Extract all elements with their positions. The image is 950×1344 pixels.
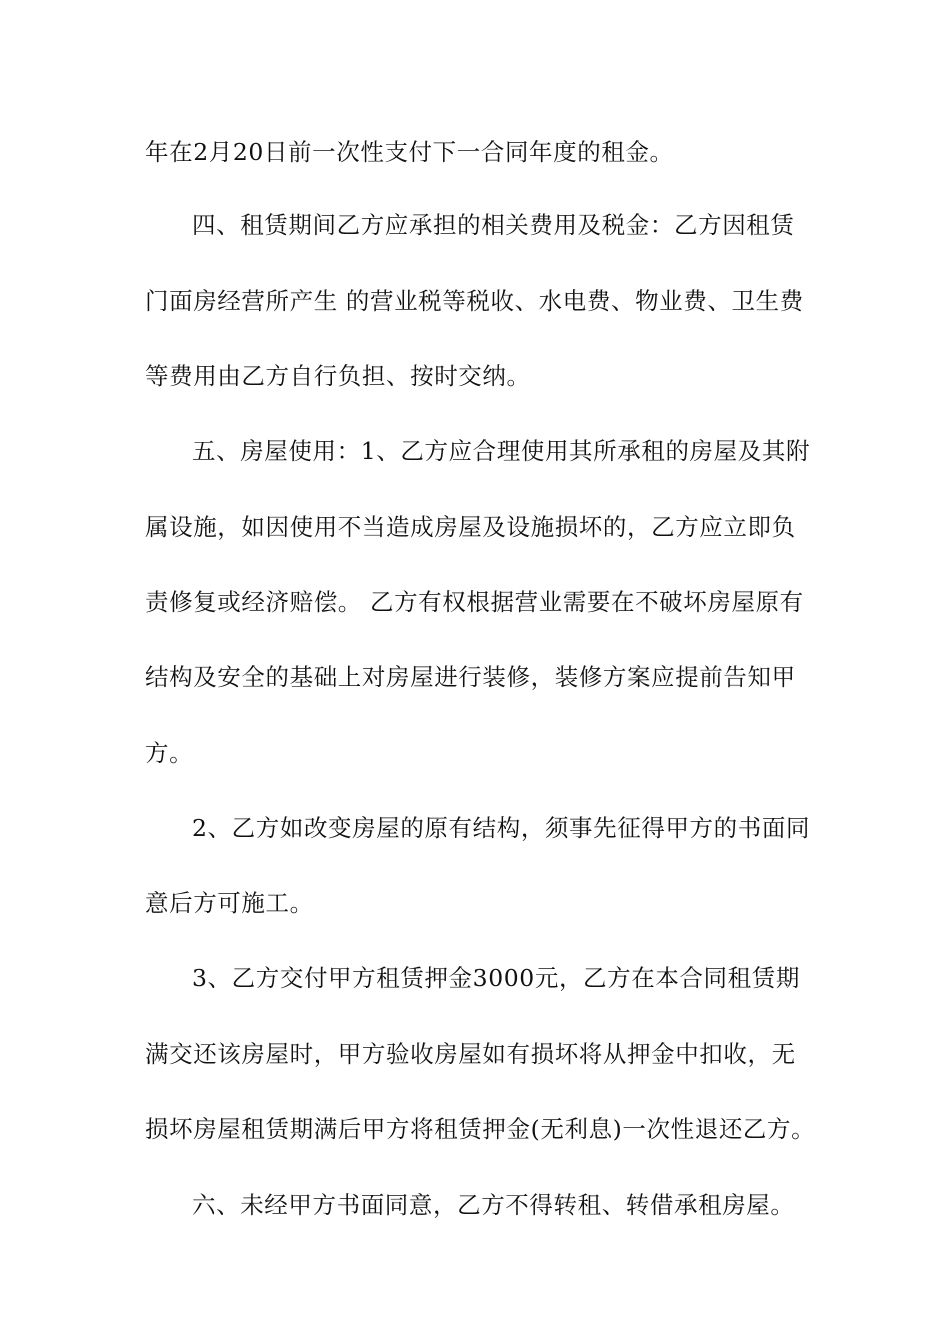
text-line-14: 损坏房屋租赁期满后甲方将租赁押金(无利息)一次性退还乙方。	[145, 1115, 816, 1143]
text-line-10: 2、乙方如改变房屋的原有结构，须事先征得甲方的书面同	[192, 814, 811, 842]
text-line-11: 意后方可施工。	[145, 889, 314, 917]
text-line-15: 六、未经甲方书面同意，乙方不得转租、转借承租房屋。	[192, 1191, 795, 1219]
text-line-2: 四、租赁期间乙方应承担的相关费用及税金：乙方因租赁	[192, 211, 795, 239]
text-line-12: 3、乙方交付甲方租赁押金3000元，乙方在本合同租赁期	[192, 964, 800, 992]
text-line-9: 方。	[145, 739, 194, 767]
text-line-3: 门面房经营所产生 的营业税等税收、水电费、物业费、卫生费	[145, 287, 804, 315]
text-line-8: 结构及安全的基础上对房屋进行装修，装修方案应提前告知甲	[145, 663, 796, 691]
text-line-4: 等费用由乙方自行负担、按时交纳。	[145, 362, 531, 390]
text-line-6: 属设施，如因使用不当造成房屋及设施损坏的，乙方应立即负	[145, 513, 796, 541]
text-line-5: 五、房屋使用：1、乙方应合理使用其所承租的房屋及其附	[192, 437, 811, 465]
text-line-7: 责修复或经济赔偿。 乙方有权根据营业需要在不破坏房屋原有	[145, 588, 804, 616]
text-line-13: 满交还该房屋时，甲方验收房屋如有损坏将从押金中扣收，无	[145, 1040, 796, 1068]
text-line-1: 年在2月20日前一次性支付下一合同年度的租金。	[145, 138, 674, 166]
